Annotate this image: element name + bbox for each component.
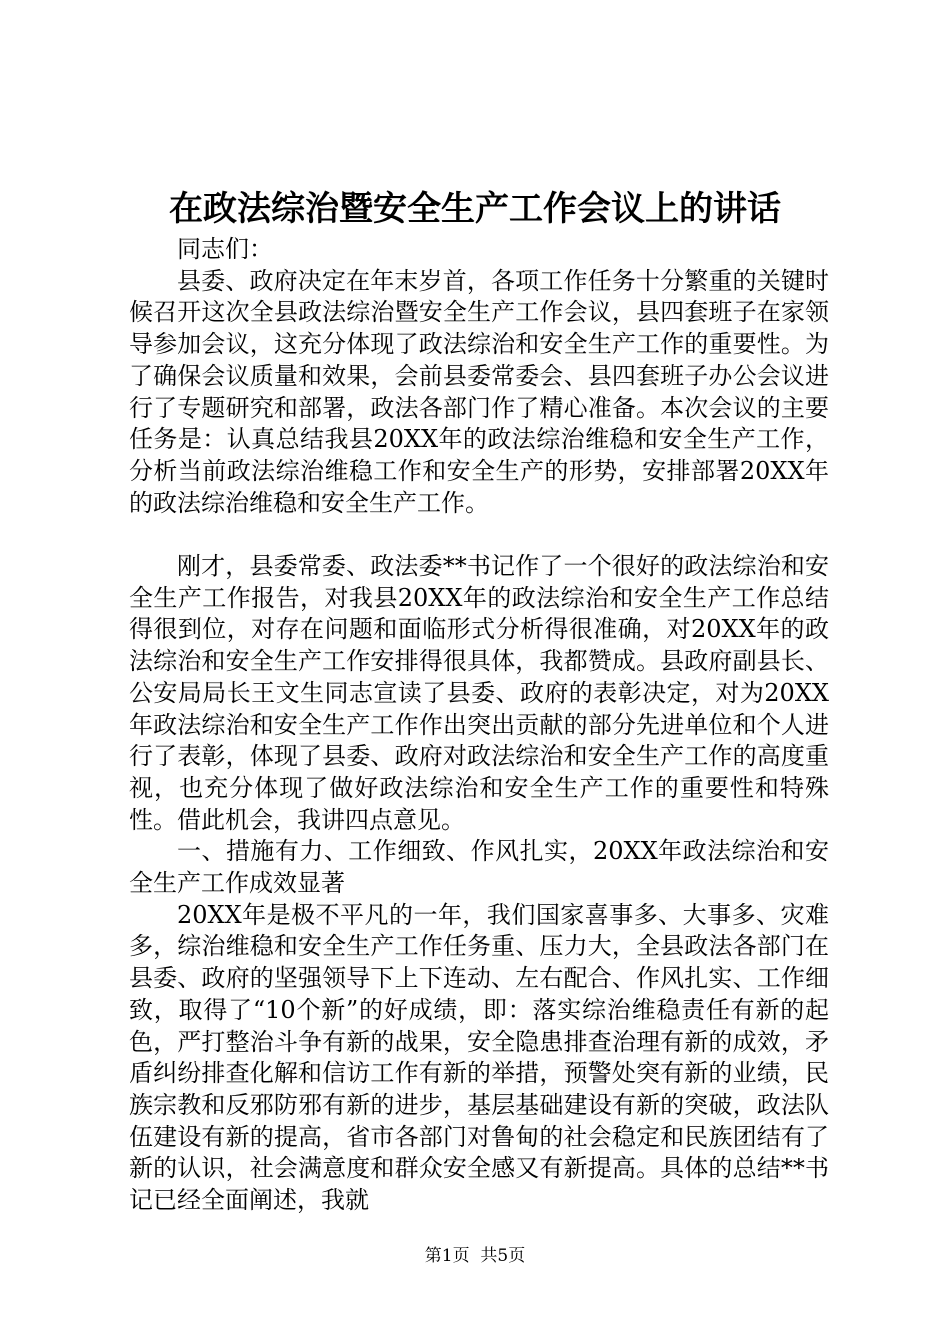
- paragraph-opening: 县委、政府决定在年末岁首，各项工作任务十分繁重的关键时候召开这次全县政法综治暨安全生产工作会议，县四套班子在家领导参加会议，这充分体现了政法综治和安全生产工作的重要性。为了确保会议质量和效果，会前县委常委会、县四套班子办公会议进行了专题研究和部署，政法各部门作了精心准备。本次会议的主要任务是：认真总结我县20XX年的政法综治维稳和安全生产工作，分析当前政法综治维稳工作和安全生产的形势，安排部署20XX年的政法综治维稳和安全生产工作。: [129, 266, 829, 517]
- paragraph-spacer: [129, 519, 829, 551]
- paragraph-report-review: 刚才，县委常委、政法委**书记作了一个很好的政法综治和安全生产工作报告，对我县20XX年的政法综治和安全生产工作总结得很到位，对存在问题和面临形式分析得很准确，对20XX年的政法综治和安全生产工作安排得很具体，我都赞成。县政府副县长、公安局局长王文生同志宣读了县委、政府的表彰决定，对为20XX年政法综治和安全生产工作作出突出贡献的部分先进单位和个人进行了表彰，体现了县委、政府对政法综治和安全生产工作的高度重视，也充分体现了做好政法综治和安全生产工作的重要性和特殊性。借此机会，我讲四点意见。: [129, 552, 829, 834]
- page-footer: [0, 1245, 950, 1267]
- salutation: 同志们：: [177, 235, 273, 263]
- page-number: 第1页: [424, 1246, 470, 1266]
- paragraph-achievements: 20XX年是极不平凡的一年，我们国家喜事多、大事多、灾难多，综治维稳和安全生产工作任务重、压力大，全县政法各部门在县委、政府的坚强领导下上下连动、左右配合、作风扎实、工作细致，取得了“10个新”的好成绩，即：落实综治维稳责任有新的起色，严打整治斗争有新的战果，安全隐患排查治理有新的成效，矛盾纠纷排查化解和信访工作有新的举措，预警处突有新的业绩，民族宗教和反邪防邪有新的进步，基层基础建设有新的突破，政法队伍建设有新的提高，省市各部门对鲁甸的社会稳定和民族团结有了新的认识，社会满意度和群众安全感又有新提高。具体的总结**书记已经全面阐述，我就: [129, 900, 829, 1215]
- section-heading-one: 一、措施有力、工作细致、作风扎实，20XX年政法综治和安全生产工作成效显著: [129, 837, 829, 898]
- page-total: 共5页: [480, 1246, 526, 1266]
- document-body: [129, 234, 829, 1217]
- document-title: 在政法综治暨安全生产工作会议上的讲话: [169, 189, 781, 229]
- footer-separator: [470, 1246, 481, 1266]
